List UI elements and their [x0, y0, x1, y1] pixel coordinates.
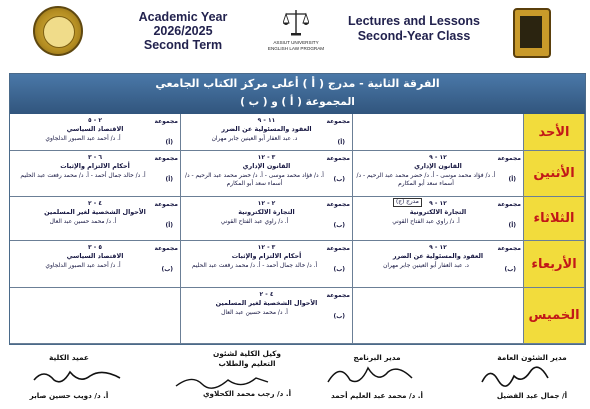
university-line2: ENGLISH LAW PROGRAM	[267, 46, 325, 51]
lecture-instructor: أ. د/ راوي عبد الفتاح القوني	[220, 219, 289, 225]
lecture-cell	[10, 288, 181, 344]
lecture-subject: الاقتصاد السياسي	[66, 252, 124, 260]
lecture-subject: التجارة الالكترونية	[409, 208, 467, 216]
schedule-banner	[10, 74, 585, 114]
lectures-title-block	[334, 14, 494, 44]
lecture-cell	[181, 151, 353, 197]
group-label: مجموعة	[326, 201, 350, 208]
group-value: (أ)	[508, 176, 516, 183]
lecture-time: ٢ - ٥	[87, 117, 102, 124]
header	[0, 0, 590, 70]
signature-scribble	[30, 362, 126, 390]
faculty-logo	[33, 6, 83, 56]
lecture-time: ١١ - ٩	[257, 117, 276, 124]
lecture-cell	[181, 197, 353, 241]
lecture-instructor: أ. د/ أحمد عبد الصبور الدلجاوي	[45, 263, 121, 269]
group-value: (أ)	[508, 222, 516, 229]
lecture-time: ٣ - ١٢	[257, 154, 276, 161]
lecture-subject: القانون الإداري	[242, 162, 291, 170]
lecture-time: ١٢ - ٩	[429, 154, 447, 161]
signature-name: أ. د/ محمد عبد العليم أحمد	[331, 391, 423, 400]
signature-title: وكيل الكلية لشئون التعليم والطلاب	[212, 349, 282, 368]
lecture-time: ١٢ - ٩	[429, 244, 447, 251]
lecture-instructor: أ. د/ خالد جمال أحمد - أ. د/ محمد رفعت عبد الحليم	[20, 173, 146, 179]
lecture-cell	[353, 241, 524, 288]
lecture-instructor: د. عبد الغفار أبو العينين جابر مهران	[211, 136, 298, 142]
class-title: Second-Year Class	[357, 29, 471, 43]
lecture-time: ٥ - ٣	[87, 244, 102, 251]
lecture-subject: أحكام الالتزام والإثبات	[231, 252, 302, 260]
lecture-subject: الأحوال الشخصية لغير المسلمين	[215, 299, 318, 307]
lecture-subject: التجارة الالكترونية	[238, 208, 295, 216]
lecture-time: ٦ - ٣	[87, 154, 102, 161]
lecture-time: ١٢ - ٩	[429, 200, 447, 207]
university-logo	[513, 8, 551, 58]
lecture-subject: العقود والمسئولية عن الضرر	[221, 125, 312, 133]
scales-of-justice-icon	[283, 8, 309, 36]
signature-title: مدير الشئون العامة	[497, 353, 567, 362]
day-sunday: الأحد	[524, 114, 585, 151]
lecture-instructor: أ. د/ فؤاد محمد موسى - أ. د/ خضر محمد عبد الرحيم - د/ أسماء سعد أبو المكارم	[185, 173, 324, 187]
group-value: (ب)	[161, 266, 173, 273]
group-label: مجموعة	[326, 118, 350, 125]
lecture-cell	[353, 151, 524, 197]
lecture-cell	[10, 241, 181, 288]
group-label: مجموعة	[326, 292, 350, 299]
lecture-instructor: د. عبد الغفار أبو العينين جابر مهران	[383, 263, 469, 269]
group-label: مجموعة	[154, 245, 178, 252]
banner-line1: الفرقة الثانية - مدرج ( أ ) أعلى مركز الكتاب الجامعي	[155, 77, 440, 90]
group-label: مجموعة	[154, 118, 178, 125]
lecture-cell	[10, 114, 181, 151]
signature-name: أ. د/ دويب حسين صابر	[29, 391, 109, 400]
lecture-cell	[181, 241, 353, 288]
lecture-instructor: أ. د/ أحمد عبد الصبور الدلجاوي	[45, 136, 121, 142]
day-thursday: الخميس	[524, 288, 585, 344]
lecture-cell	[10, 197, 181, 241]
academic-year: 2026/2025	[153, 24, 213, 38]
group-value: (ب)	[504, 266, 516, 273]
group-label: مجموعة	[497, 155, 521, 162]
lecture-instructor: أ. د/ خالد جمال أحمد - أ. د/ محمد رفعت عبد الحليم	[191, 263, 318, 269]
lecture-instructor: أ. د/ محمد حسين عبد العال	[49, 219, 117, 225]
signature-scribble	[322, 360, 418, 390]
lecture-instructor: أ. د/ فؤاد محمد موسى - أ. د/ خضر محمد عبد الرحيم - د/ أسماء سعد أبو المكارم	[356, 173, 496, 187]
lecture-cell	[353, 288, 524, 344]
group-label: مجموعة	[326, 245, 350, 252]
signature-name: أ. د/ رجب محمد الكحلاوي	[202, 389, 292, 398]
group-label: مجموعة	[154, 201, 178, 208]
lecture-cell	[353, 114, 524, 151]
lecture-time: ٤ - ٢	[259, 291, 274, 298]
group-label: مجموعة	[326, 155, 350, 162]
hall-badge: مدرج (ج)	[393, 198, 422, 207]
day-tuesday: الثلاثاء	[524, 197, 585, 241]
group-value: (أ)	[165, 176, 173, 183]
group-value: (ب)	[333, 176, 345, 183]
group-value: (ب)	[333, 266, 345, 273]
signature-scribble	[478, 362, 558, 390]
group-value: (أ)	[165, 139, 173, 146]
lecture-time: ٣ - ١٢	[257, 244, 276, 251]
group-label: مجموعة	[497, 245, 521, 252]
group-value: (أ)	[165, 222, 173, 229]
lecture-instructor: أ. د/ راوي عبد الفتاح القوني	[392, 219, 460, 225]
lecture-subject: الأحوال الشخصية لغير المسلمين	[44, 208, 146, 216]
signature-scribble	[172, 370, 272, 394]
banner-line2: المجموعة ( أ ) و ( ب )	[240, 96, 355, 108]
lecture-subject: العقود والمسئولية عن الضرر	[392, 252, 484, 260]
signature-title: عميد الكلية	[49, 353, 89, 362]
group-label: مجموعة	[154, 155, 178, 162]
lecture-time: ٤ - ٢	[87, 200, 102, 207]
lecture-cell	[181, 288, 353, 344]
lecture-cell	[353, 197, 524, 241]
group-value: (ب)	[333, 222, 345, 229]
lecture-cell	[10, 151, 181, 197]
day-wednesday: الأربعاء	[524, 241, 585, 288]
university-line1: ASSIUT UNIVERSITY	[273, 40, 319, 45]
academic-year-label: Academic Year	[138, 10, 228, 24]
lecture-subject: القانون الإداري	[414, 162, 462, 170]
lecture-instructor: أ. د/ محمد حسين عبد العال	[221, 310, 288, 316]
lectures-title: Lectures and Lessons	[348, 14, 480, 28]
university-caption	[254, 40, 338, 52]
group-value: (أ)	[337, 139, 345, 146]
lecture-time: ٢ - ١٢	[257, 200, 276, 207]
signature-name: أ/ جمال عبد الفضيل	[496, 391, 568, 400]
group-label: مجموعة	[497, 201, 521, 208]
group-value: (ب)	[333, 313, 345, 320]
lecture-subject: الاقتصاد السياسي	[66, 125, 124, 133]
lecture-subject: أحكام الالتزام والإثبات	[60, 162, 130, 170]
academic-year-block	[118, 10, 248, 52]
schedule-table	[9, 73, 586, 345]
signature-title: مدير البرنامج	[353, 353, 401, 362]
term: Second Term	[143, 38, 223, 52]
day-monday: الأثنين	[524, 151, 585, 197]
lecture-cell	[181, 114, 353, 151]
